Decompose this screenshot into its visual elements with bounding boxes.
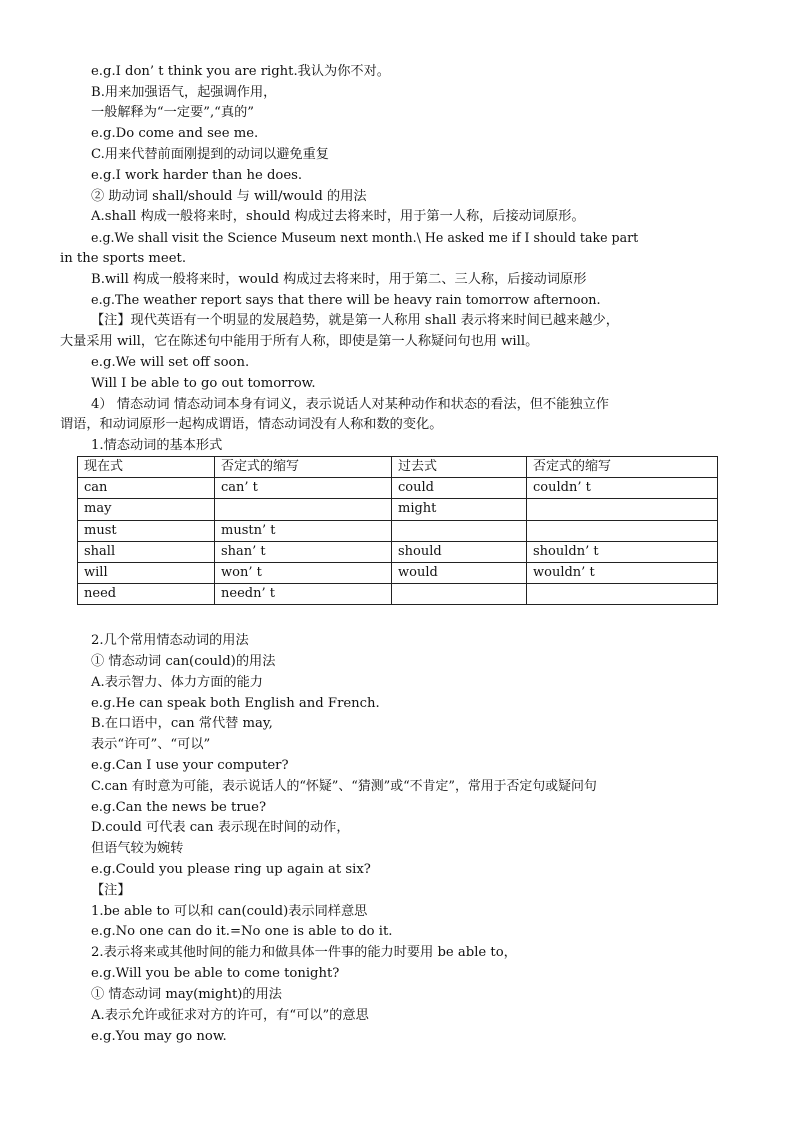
- modal-verb-forms-table: [77, 456, 718, 605]
- table-header-cell: 否定式的缩写: [215, 457, 392, 478]
- table-cell: may: [78, 499, 215, 520]
- table-cell: shall: [78, 541, 215, 562]
- table-cell: must: [78, 520, 215, 541]
- text-line: ① 情态动词 can(could)的用法: [91, 654, 276, 669]
- table-cell: [527, 584, 718, 605]
- text-line: B.will 构成一般将来时，would 构成过去将来时，用于第二、三人称，后接动词原形: [91, 272, 587, 287]
- table-cell: could: [392, 478, 527, 499]
- subsection-heading: 2.几个常用情态动词的用法: [91, 633, 249, 648]
- text-line: e.g.We shall visit the Science Museum next month.\ He asked me if I should take part: [91, 230, 639, 245]
- table-cell: can’ t: [215, 478, 392, 499]
- text-line: e.g.You may go now.: [91, 1029, 227, 1044]
- text-line: e.g.Could you please ring up again at six?: [91, 862, 371, 877]
- text-line: C.用来代替前面刚提到的动词以避免重复: [91, 147, 329, 162]
- table-cell: [215, 499, 392, 520]
- text-line: C.can 有时意为可能，表示说话人的“怀疑”、“猜测”或“不肯定”，常用于否定句或疑问句: [91, 779, 597, 794]
- table-row: [78, 478, 718, 499]
- text-line: A.表示智力、体力方面的能力: [91, 675, 263, 690]
- table-cell: [392, 584, 527, 605]
- text-line: Will I be able to go out tomorrow.: [91, 376, 316, 391]
- text-line: e.g.He can speak both English and French.: [91, 696, 380, 711]
- text-line: e.g.I don’ t think you are right.我认为你不对。: [91, 64, 390, 79]
- text-line: 一般解释为“一定要”,“真的”: [91, 105, 255, 120]
- table-cell: shouldn’ t: [527, 541, 718, 562]
- text-line: e.g.I work harder than he does.: [91, 168, 303, 183]
- text-line: 1.be able to 可以和 can(could)表示同样意思: [91, 904, 368, 919]
- text-line: A.表示允许或征求对方的许可，有“可以”的意思: [91, 1008, 369, 1023]
- text-line: 谓语，和动词原形一起构成谓语，情态动词没有人称和数的变化。: [60, 417, 443, 432]
- section-heading: 4） 情态动词 情态动词本身有词义，表示说话人对某种动作和状态的看法，但不能独立作: [91, 397, 609, 412]
- table-header-row: [78, 457, 718, 478]
- table-cell: won’ t: [215, 562, 392, 583]
- table-cell: [527, 499, 718, 520]
- table-row: [78, 584, 718, 605]
- table-cell: mustn’ t: [215, 520, 392, 541]
- text-line: 大量采用 will，它在陈述句中能用于所有人称，即使是第一人称疑问句也用 will。: [60, 334, 539, 349]
- table-row: [78, 541, 718, 562]
- table-row: [78, 520, 718, 541]
- table-row: [78, 499, 718, 520]
- subsection-heading: 1.情态动词的基本形式: [91, 438, 223, 453]
- table-header-cell: 现在式: [78, 457, 215, 478]
- text-line: in the sports meet.: [60, 251, 187, 266]
- text-line: e.g.Can I use your computer?: [91, 758, 289, 773]
- text-line: 2.表示将来或其他时间的能力和做具体一件事的能力时要用 be able to，: [91, 945, 517, 960]
- table-cell: [392, 520, 527, 541]
- text-line: B.在口语中，can 常代替 may,: [91, 716, 273, 731]
- table-cell: might: [392, 499, 527, 520]
- text-line: e.g.No one can do it.=No one is able to do it.: [91, 924, 393, 939]
- table-header-cell: 否定式的缩写: [527, 457, 718, 478]
- text-line: e.g.The weather report says that there will be heavy rain tomorrow afternoon.: [91, 293, 601, 308]
- text-line: e.g.Can the news be true?: [91, 800, 267, 815]
- note-line: 【注】现代英语有一个明显的发展趋势，就是第一人称用 shall 表示将来时间已越来越少，: [91, 313, 619, 328]
- text-line: 但语气较为婉转: [91, 841, 184, 856]
- table-cell: needn’ t: [215, 584, 392, 605]
- text-line: ② 助动词 shall/should 与 will/would 的用法: [91, 189, 367, 204]
- table-header-cell: 过去式: [392, 457, 527, 478]
- table-cell: need: [78, 584, 215, 605]
- text-line: A.shall 构成一般将来时，should 构成过去将来时，用于第一人称，后接动词原形。: [91, 209, 585, 224]
- table-cell: can: [78, 478, 215, 499]
- text-line: e.g.Will you be able to come tonight?: [91, 966, 340, 981]
- table-cell: shan’ t: [215, 541, 392, 562]
- text-line: e.g.Do come and see me.: [91, 126, 259, 141]
- text-line: D.could 可代表 can 表示现在时间的动作，: [91, 820, 350, 835]
- table-cell: should: [392, 541, 527, 562]
- table-cell: couldn’ t: [527, 478, 718, 499]
- text-line: e.g.We will set off soon.: [91, 355, 250, 370]
- text-line: 表示“许可”、“可以”: [91, 737, 211, 752]
- table-cell: will: [78, 562, 215, 583]
- text-line: B.用来加强语气，起强调作用，: [91, 85, 277, 100]
- table-row: [78, 562, 718, 583]
- table-cell: wouldn’ t: [527, 562, 718, 583]
- table-cell: [527, 520, 718, 541]
- note-label: 【注】: [91, 883, 131, 898]
- table-cell: would: [392, 562, 527, 583]
- text-line: ① 情态动词 may(might)的用法: [91, 987, 282, 1002]
